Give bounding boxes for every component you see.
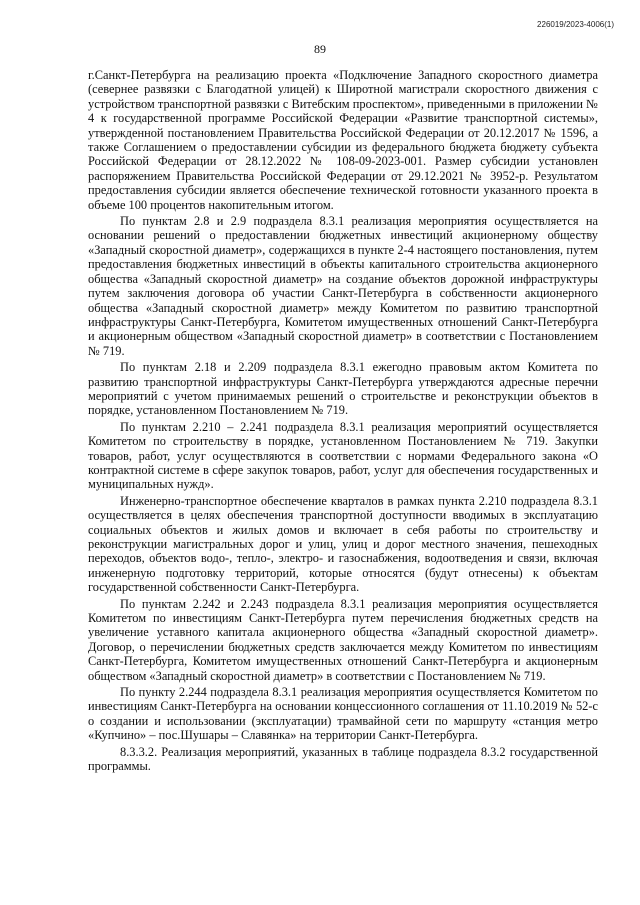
document-id: 226019/2023-4006(1) bbox=[537, 20, 614, 29]
paragraph: Инженерно-транспортное обеспечение кварталов в рамках пункта 2.210 подраздела 8.3.1 осуществляется в целях обеспечения транспортной доступности вводимых в эксплуатацию социальных объектов и жилых домов и включает в себя работы по строительству и реконструкции магистральных дорог и улиц, улиц и дорог местного значения, пешеходных переходов, объектов водо-, тепло-, электро- и газоснабжения, водоотведения и связи, включая инженерную подготовку территорий, которые относятся (будут отнесены) к объектам государственной собственности Санкт-Петербурга. bbox=[88, 493, 598, 595]
paragraph-section-heading: 8.3.3.2. Реализация мероприятий, указанных в таблице подраздела 8.3.2 государственной программы. bbox=[88, 744, 598, 774]
paragraph-continuation: г.Санкт-Петербурга на реализацию проекта «Подключение Западного скоростного диаметра (севернее развязки с Благодатной улицей) к Широтной магистрали скоростного движения с устройством транспортной развязки с Витебским проспектом», приведенными в приложении № 4 к государственной программе Российской Федерации «Развитие транспортной системы», утвержденной постановлением Правительства Российской Федерации от 20.12.2017 № 1596, а также Соглашением о предоставлении субсидии из федерального бюджета бюджету субъекта Российской Федерации от 28.12.2022 № 108-09-2023-001. Размер субсидии установлен распоряжением Правительства Российской Федерации от 29.12.2021 № 3952-р. Результатом предоставления субсидии является обеспечение технической готовности указанного проекта в объеме 100 процентов накопительным итогом. bbox=[88, 68, 598, 212]
page-number: 89 bbox=[314, 42, 326, 56]
paragraph: По пункту 2.244 подраздела 8.3.1 реализация мероприятия осуществляется Комитетом по инвестициям Санкт-Петербурга на основании концессионного соглашения от 11.10.2019 № 52-с о создании и использовании (эксплуатации) трамвайной сети по маршруту «станция метро «Купчино» – пос.Шушары – Славянка» на территории Санкт-Петербурга. bbox=[88, 685, 598, 743]
document-body bbox=[88, 68, 598, 776]
paragraph: По пунктам 2.242 и 2.243 подраздела 8.3.1 реализация мероприятия осуществляется Комитетом по инвестициям Санкт-Петербурга путем перечисления бюджетных средств на увеличение уставного капитала акционерного общества «Западный скоростной диаметр». Договор, о перечислении бюджетных средств заключается между Комитетом по инвестициям Санкт-Петербурга, Комитетом имущественных отношений Санкт-Петербурга и акционерным обществом «Западный скоростной диаметр» в соответствии с Постановлением № 719. bbox=[88, 596, 598, 683]
paragraph: По пунктам 2.8 и 2.9 подраздела 8.3.1 реализация мероприятия осуществляется на основании решений о предоставлении бюджетных инвестиций акционерному обществу «Западный скоростной диаметр», содержащихся в пункте 2-4 настоящего постановления, путем предоставления бюджетных инвестиций в объекты капитального строительства акционерного общества «Западный скоростной диаметр» на создание объектов дорожной инфраструктуры путем заключения договора об участии Санкт-Петербурга в собственности акционерного общества «Западный скоростной диаметр» между Комитетом по развитию транспортной инфраструктуры Санкт-Петербурга, Комитетом имущественных отношений Санкт-Петербурга и акционерным обществом «Западный скоростной диаметр» в соответствии с Постановлением № 719. bbox=[88, 214, 598, 358]
paragraph: По пунктам 2.210 – 2.241 подраздела 8.3.1 реализация мероприятий осуществляется Комитетом по строительству в порядке, установленном Постановлением № 719. Закупки товаров, работ, услуг осуществляются в соответствии с нормами Федерального закона «О контрактной системе в сфере закупок товаров, работ, услуг для обеспечения государственных и муниципальных нужд». bbox=[88, 419, 598, 492]
paragraph: По пунктам 2.18 и 2.209 подраздела 8.3.1 ежегодно правовым актом Комитета по развитию транспортной инфраструктуры Санкт-Петербурга утверждаются адресные перечни мероприятий с учетом принимаемых решений о строительстве и реконструкции объектов в порядке, установленном Постановлением № 719. bbox=[88, 360, 598, 418]
